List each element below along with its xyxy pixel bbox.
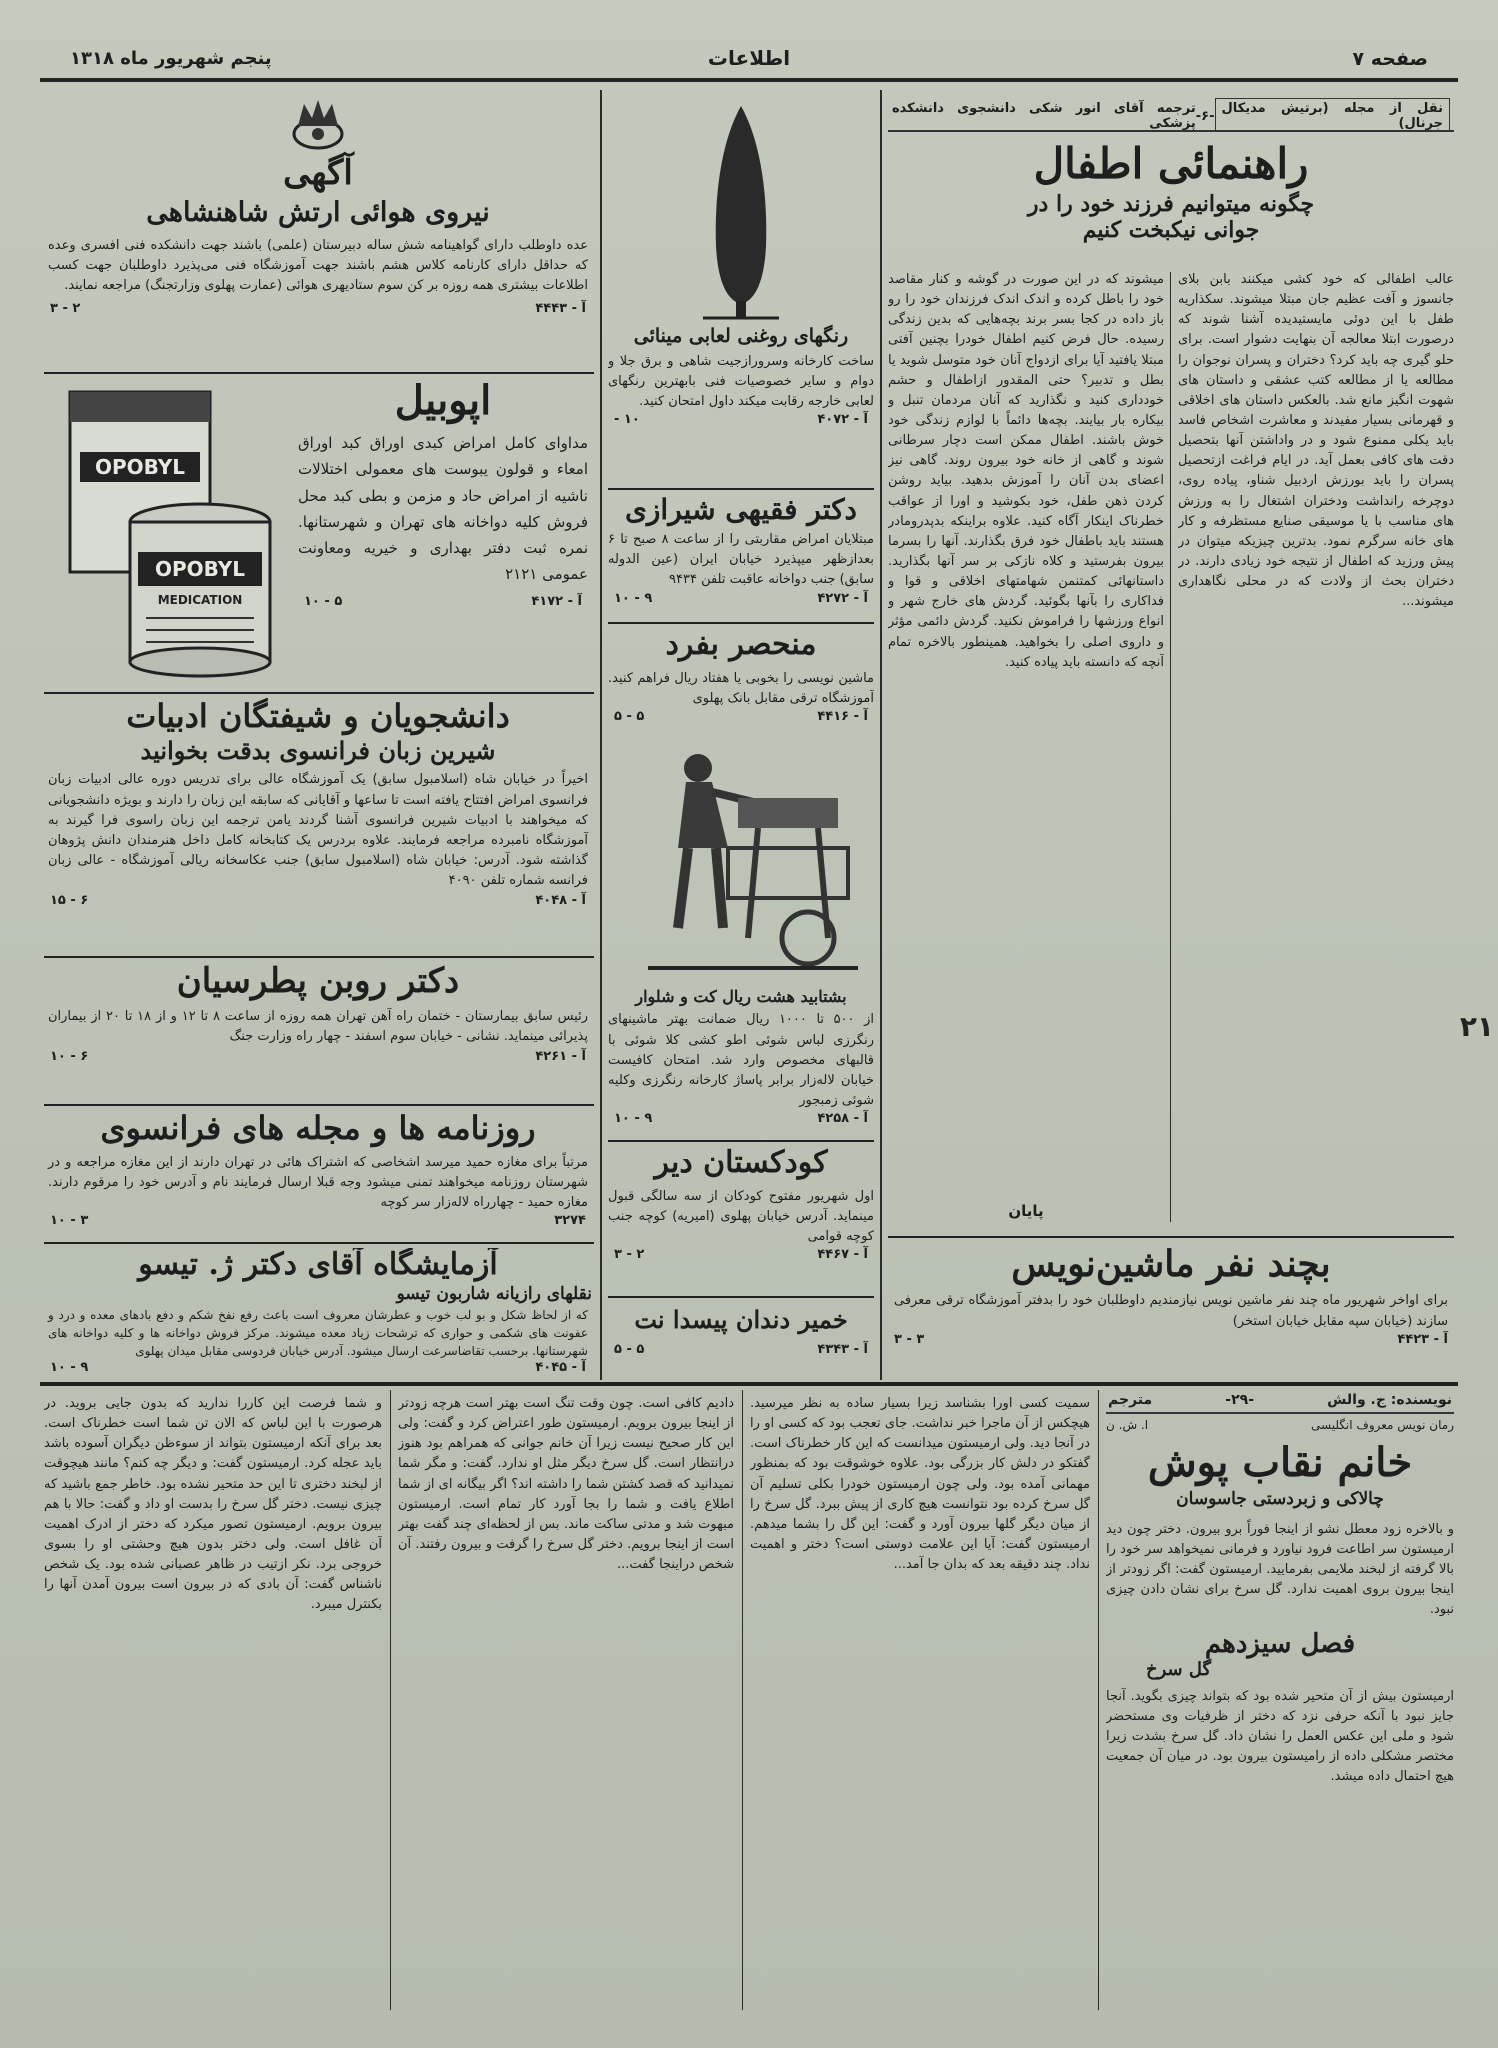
ad-title: بشتابید هشت ریال کت و شلوار [635,987,847,1006]
article-heading [888,140,1454,260]
ad-title: کودکستان دیر [654,1146,828,1180]
ad-code [608,709,874,724]
ad-code-run: ۹ - ۱۰ [614,1111,653,1127]
serial-translator-label: مترجم [1108,1392,1153,1408]
ironing-man-image [608,738,874,988]
section-rule [40,1382,1458,1386]
article-column-2: میشوند که در این صورت در گوشه و کنار مقاصد خود را باطل کرده و اندک اندک فرزندان خود را رو باز داده در کجا بسر برند بچه‌هایی که بدین زندگی رسیده. حال فرض کنیم اطفال خودرا بچنین آفتی مبتلا یافتید آیا برای ازدواج آنان خود متوسل شوید یا بطل و تدبیر؟ حتی المقدور ازاطفال و حشم خودداری کنید و نگذارید که آنان مردمان تنبل و بیکاره بار بیایند. بچه‌ها دائماً با لوازم زندگی خود خوش باشند. اطفال ممکن است دچار سرطانی شوند و گاهی از خانه خود بیرون روند. گاهی نیز اعضای بدن آنان را آموزش بدهید. بیاید روشن کردن ذهن طفل، خود بکوشید و اورا از عواقب خطرناک اینکار آگاه کنید. علاوه براینکه بدپدرومادر هستند باید باطفال خود فرق بگذارند. آنها را بسرما بیرون بفرستید و کلاه نازکی بر سر آنها بگذارید. داستانهائی کمتنمن شهامتهای اخلاقی و قوا و فداکاری را بآنها بگوئید. گردش های خارج شهر و انواع ورزشها را فراموش نکنید. گردش دائمی مؤثر و داروی اصلی را بخواهید. همینطور بالاخره تمام آنچه که دانسته باید پیاده کنید. [888,272,1164,670]
page-number: صفحه ۷ [1352,48,1428,70]
newspaper-name: اطلاعات [707,46,791,70]
ad-subtitle: شیرین زبان فرانسوی بدقت بخوانید [140,735,496,765]
opobyl-label-jar: OPOBYL [154,557,246,581]
article-translator: ترجمه آقای انور شکی دانشجوی دانشکده پزشکی [892,101,1196,131]
ad-code [44,1360,592,1375]
ad-title: روزنامه ها و مجله های فرانسوی [100,1110,536,1147]
ad-code-run: ۶ - ۱۵ [50,893,89,909]
ad-body: ساخت کارخانه وسرورازجیت شاهی و برق جلا و دوام و سایر خصوصیات فنی بابهترین رنگهای لعابی خارجه رقابت میکند داول امتحان کنید. [608,353,874,410]
article-source: نقل از مجله (برتیش مدیکال جرنال) [1215,98,1450,132]
crown-emblem-icon [286,96,350,154]
paint-tree-image [608,96,874,326]
header-rule [40,78,1458,82]
serial-intro: و بالاخره زود معطل نشو از اینجا فوراً برو بیرون. دختر چون دید ارمیستون سر اطاعت فرود نیاورد و فرمانی نمیخواهد سر خود را بالا گرفته از لبخند ملایمی بفرمایید. ارمیستون گفت: اگر زودتر از اینجا بیرون بروی اهمیت ندارد. گل سرخ برای نشان دادن چیزی نبود. [1106,1521,1454,1618]
article-subtitle: چگونه میتوانیم فرزند خود را در جوانی نیکبخت کنیم [1027,191,1315,243]
paint-ad [608,96,874,486]
ad-body: از ۵۰۰ تا ۱۰۰۰ ریال ضمانت بهتر ماشینهای رنگرزی لباس شوئی اطو کشی کلا شوئی با قالبهای مخصوص وارد شد. امتحان کافیست خیابان لاله‌زار برابر پاساژ کارخانه رنگرزی وکلیه شوئی زمبجور [608,1012,874,1108]
ad-code-run: ۲ - ۳ [50,300,81,316]
ad-code-number: ۳۲۷۴ [554,1213,586,1229]
ad-code-number: آ - ۴۴۶۷ [817,1246,868,1262]
ad-divider [44,956,594,958]
article-column-1: عالب اطفالی که خود کشی میکنند بابن بلای جانسوز و آفت عظیم جان مبتلا میشوند. سکذاریه طفل با این دوئی مایستیدیده آشنا شوند که درصورت ابتلا معالجه آن بنهایت دشوار است. برای حلو گیری چه باید کرد؟ دختران و پسران نوجوان را مطالعه یا از مطالعه کتب عشقی و داستان های شهوت انگیز مانع شد. بالعکس داستان های اخلاقی و قهرمانی بسیار مفیدند و معاشرت اشخاص فاسد باید یکلی ممنوع شود و در واداشتن آنها بتحصیل دقت های کافی بعمل آید. در ایام فراغت ازتحصیل پسران را باید بورزش اردبیل شناو، پیاده روی، دوچرخه رانداشت ودختران اشتغال را به ورزش های مناسب با یا موسیقی صنایع مستظرفه و کار های خانه سرگرم نمود. بدترین چیزیکه میتوان در پیش ورزید که اطفال از نتیجه خود زیادی دارند. در دختران بحث از ولادت که در محلی نگاهداری میشوند... [1178,272,1454,610]
ad-divider [608,1296,874,1298]
serial-column-1 [1106,1390,1454,2010]
ad-title: دکتر روبن پطرسیان [176,962,460,1001]
ad-body: برای اواخر شهریور ماه چند نفر ماشین نویس نیازمندیم داوطلبان خود را بدفتر آموزشگاه ترقی معرفی سازند (خیابان سپه مقابل خیابان استخر) [894,1293,1448,1329]
ad-title: رنگهای روغنی لعابی مینائی [633,325,849,347]
ad-divider [44,692,594,694]
serial-chapter-title: فصل سیزدهم [1204,1629,1356,1660]
ad-code [888,1332,1454,1347]
ad-code-number: آ - ۴۲۷۲ [817,590,868,606]
ad-title: بچند نفر ماشین‌نویس [1011,1244,1331,1285]
serial-column-4: و شما فرصت این کاررا ندارید که بدون جایی بروید. در هرصورت با این لباس که الان تن شما است خطرناک است. بعد برای آنکه ارمیستون بتواند از سوءظن دیگران آسوده باشد باید عجله کرد. ارمیستون گفت: و دیگر چه کنم؟ مانند هیچوقت از لبخند دختری تا این حد متحیر نشده بود. خاطر جمع باشید که چیزی نیست. دختر گل سرخ را بدست او داد و گفت: حالا با هم بیرون برویم. ارمیستون تصور میکرد که دختر از ادرک اهمیت آن غافل است. ولی دختر بدون هیچ وحشتی او را بسوی خروجی برد. نکر ازتیب در ظاهر عصبانی شده بود. یک شخص ناشناس گفت: آن بادی که در بیرون است بیرون آمدن آنها را بکنترل میبرد. [44,1396,382,1613]
ad-code [608,1247,874,1262]
opobyl-label: OPOBYL [94,455,186,479]
ad-body: ماشین نویسی را بخوبی یا هفتاد ریال فراهم کنید. آموزشگاه ترقی مقابل بانک پهلوی [608,670,874,706]
ad-code [44,893,592,908]
ad-title: آزمایشگاه آقای دکتر ژ. تیسو [138,1248,498,1282]
ad-title: اپوبیل [394,378,492,424]
ad-body: که از لحاظ شکل و بو لب خوب و عطرشان معروف است باعث رفع نفخ شکم و دفع بادهای معده و درد و عفونت های شکمی و حواری که ترشحات زیاد معده میشوند. مرکز فروش دواخانه ها و کلیه دواخانه های شهرستانها. برحسب تقاضاسرعت ارسال میشود. آدرس خیابان فردوسی مقابل میدان پهلوی [48,1308,588,1359]
ad-code-run: ۹ - ۱۰ [50,1360,89,1376]
article-series-number: -۶- [1195,108,1215,124]
ad-body: عده داوطلب دارای گواهینامه شش ساله دبیرستان (علمی) باشند جهت دانشکده فنی افسری وعده که حداقل دارای کارنامه کلاس هشم باشند جهت آموزشگاه فنی می‌پذیرد داوطلبان جهت کسب اطلاعات بیشتری همه روزه بر کن سوم ستادیهری هوائی (عمارت پهلوی وزارتجنگ) مراجعه نمایند. [48,238,588,294]
ad-code-number: آ - ۴۱۷۲ [531,593,582,609]
ad-code [608,1111,874,1126]
ad-title: منحصر بفرد [665,628,817,662]
students-ad [44,698,592,956]
serial-column-divider [390,1390,391,2010]
serial-column-2: سمیت کسی اورا بشناسد زیرا بسیار ساده به نظر میرسید. هیچکس از آن ماجرا خبر نداشت. جای تعجب بود که کسی او را در آنجا دید. ولی ارمیستون میدانست که این کار خطرناک است. گفتکو در دلش کار بزرگی بود. علاوه خوشوقت بود که بمنظور مهمانی آمده بود. ولی چون ارمیستون خودرا بکلی تسلیم آن گل سرخ کرده بود نتوانست هیچ کاری از پیش ببرد. گل سرخ را از میان دیگر گلها بیرون آورد و گفت: این گل را بشما میدهم. ارمیستون گفت: آیا این علامت دوستی است؟ دختر و اهمیت نداد. چند دقیقه بعد که بدان جا آمد... [750,1396,1090,1573]
toothpaste-ad [608,1302,874,1376]
ad-subtitle: نقلهای رازیانه شاربون تیسو [396,1283,592,1304]
opobyl-label-medication: MEDICATION [157,593,243,607]
ad-code-run: ۵ - ۱۰ [304,593,343,609]
ad-divider [608,1140,874,1142]
doctor-ruben-ad [44,962,592,1102]
ad-code-number: آ - ۴۴۴۳ [535,300,586,316]
ad-body: مبتلایان امراض مقاربتی را از ساعت ۸ صبح تا ۶ بعدازظهر میپذیرد خیابان ایران (عین الدوله سابق) جنب دواخانه عاقبت تلفن ۹۴۳۴ [608,532,874,588]
tailor-ad [608,738,874,1138]
ad-body: مرتباً برای مغازه حمید میرسد اشخاصی که اشتراک هائی در تهران دارند از این مغازه مراجعه و در شهرستان روزنامه میخواهند تمنی میشود وجه قبلا ارسال فرمایند نام و آدرس خود را مرقوم دارند. مغازه حمید - چهارراه لاله‌زار سر کوچه [48,1154,588,1211]
ad-code [44,1049,592,1064]
ad-divider [608,622,874,624]
typists-ad [888,1244,1454,1376]
side-number: ۲۱ [1459,1010,1494,1043]
ad-code-run: ۵ - ۵ [614,1341,645,1357]
article-end: پایان [1008,1202,1044,1220]
serial-translator-initials: ا. ش. ن [1106,1418,1149,1432]
ad-subtitle: نیروی هوائی ارتش شاهنشاهی [146,197,490,229]
ad-code-number: آ - ۴۰۷۲ [817,412,868,428]
ad-title: خمیر دندان پیسدا نت [634,1305,848,1334]
ad-code-number: آ - ۴۳۴۳ [817,1341,868,1357]
ad-code-run: ۳ - ۳ [894,1331,925,1347]
ad-code-number: آ - ۴۴۱۶ [817,708,868,724]
ad-code [298,594,588,609]
serial-column-3: دادیم کافی است. چون وقت تنگ است بهتر است هرچه زودتر از اینجا بیرون برویم. ارمیستون طور اعتراض کرد و گفت: ولی این کار صحیح نیست زیرا آن خانم جوانی که همراهم بود هنوز درانتظار است. گل سرخ دیگر مثل او ندارد. گفت: و مگر شما نمیدانید که قصد کشتن شما را داشته اند؟ اگر بیگانه ای از شما اطلاع یافت و شما را بجا آورد کار تمام است. ارمیستون مبهوت شد و مدتی ساکت ماند. بس از لحظه‌ای چند گفت بهتر است از اینجا برویم. دختر گل سرخ را گرفت و بیرون رفتند. آن شخص دراینجا گفت... [398,1396,734,1573]
opobyl-ad [44,378,592,688]
ad-code [608,412,874,427]
ad-code [608,1342,874,1357]
serial-column-divider [742,1390,743,2010]
ad-title: دانشجویان و شیفتگان ادبیات [126,698,510,735]
ad-code-run: ۶ - ۱۰ [50,1049,89,1065]
ad-code [44,1213,592,1228]
ad-code-run: ۹ - ۱۰ [614,590,653,606]
ad-divider [888,1236,1454,1238]
ad-code-number: آ - ۴۰۴۸ [535,893,586,909]
serial-column-divider [1098,1390,1099,2010]
serial-chapter-sub: گل سرخ [1146,1659,1212,1681]
ad-code-number: آ - ۴۴۲۳ [1397,1331,1448,1347]
ad-code-number: آ - ۴۲۵۸ [817,1111,868,1127]
newspapers-ad [44,1110,592,1242]
ad-divider [44,1104,594,1106]
ad-title: دکتر فقیهی شیرازی [624,494,857,526]
unique-ad [608,628,874,736]
issue-date: پنجم شهریور ماه ۱۳۱۸ [70,48,272,69]
serial-episode: -۲۹- [1225,1392,1254,1408]
ad-code-run: ۳ - ۱۰ [50,1213,89,1229]
ad-divider [608,488,874,490]
ad-code [44,301,592,316]
ad-title: آگهی [283,153,353,193]
ad-code-run: ۵ - ۵ [614,708,645,724]
article-title: راهنمائی اطفال [1033,140,1309,188]
ad-code-run: ۲ - ۳ [614,1246,645,1262]
air-force-ad [44,96,592,376]
serial-chapter-body: ارمیستون بیش از آن متحیر شده بود که بتواند چیزی بگوید. آنجا جایز نبود با آنکه حرفی نزد که دختر از ظرفیات وی مستحضر شود و ملی این عکس العمل را نشان داد. گل سرخ بشدت زیرا مختصر مشکلی داده از رامیستون بیرون بود. در میان آن جمعیت هیچ احتمال داده میشد. [1106,1688,1454,1785]
ad-body: اخیراً در خیابان شاه (اسلامبول سابق) یک آموزشگاه عالی برای تدریس دوره عالی ادبیات زبان فرانسوی امراض افتتاح یافته است تا ساعها و آقایانی که سابقه این زبان را دارند و بویژه دانشجویانی که میخواهند با ادبیات شیرین فرانسوی آشنا گردند یامن ترجمه این زبان راسوی فرا گیرند به آموزشگاه نامبرده مراجعه فرمایند. علاوه بردرس یک کتابخانه کامل داخل هنرمندان دانش پژوهان گذاشته شود. آدرس: خیابان شاه (اسلامبول سابق) جنب عکاسخانه ریالی آموزشگاه - عالی زبان فرانسه شماره تلفن ۴۰۹۰ [48,772,588,889]
ad-body: رئیس سابق بیمارستان - ختمان راه آهن تهران همه روزه از ساعت ۸ تا ۱۲ و از ۱۸ تا ۲۰ از بیماران پذیرائی مینماید. نشانی - خیابان سوم اسفند - چهار راه وزارت جنگ [48,1009,589,1045]
ad-code-number: آ - ۴۰۴۵ [535,1360,586,1376]
serial-author: نویسنده: ج. والش [1327,1392,1452,1408]
ad-divider [44,1242,594,1244]
ad-divider [44,372,594,374]
ad-code-number: آ - ۴۲۶۱ [535,1049,586,1065]
ad-body: اول شهریور مفتوح کودکان از سه سالگی قبول مینماید. آدرس خیابان پهلوی (امیریه) کوچه جنب کوچه قوامی [608,1188,874,1244]
serial-novel-type: رمان نویس معروف انگلیسی [1311,1418,1454,1432]
column-divider [600,90,602,1380]
kindergarten-ad [608,1146,874,1294]
article-column-divider [1170,272,1171,1222]
opobyl-product-image [50,382,280,682]
lab-ad [44,1248,592,1378]
column-divider [880,90,882,1380]
shirazi-ad [608,494,874,622]
ad-code-run: ۱۰ - [614,412,640,428]
serial-subtitle: چالاکی و زبردستی جاسوسان [1176,1489,1384,1509]
ad-code [608,591,874,606]
article-meta [888,92,1454,132]
page-header [70,40,1428,80]
ad-body: مداوای کامل امراض کبدی اوراق کبد اوراق امعاء و قولون یبوست های معمولی اختلالات ناشیه از امراض حاد و مزمن و بطی کبد محل فروش کلیه دواخانه های تهران و شهرستانها. نمره ثبت دفتر بهداری و خیریه ومعاونت عمومی ۲۱۲۱ [298,434,588,584]
serial-title: خانم نقاب پوش [1147,1439,1413,1486]
